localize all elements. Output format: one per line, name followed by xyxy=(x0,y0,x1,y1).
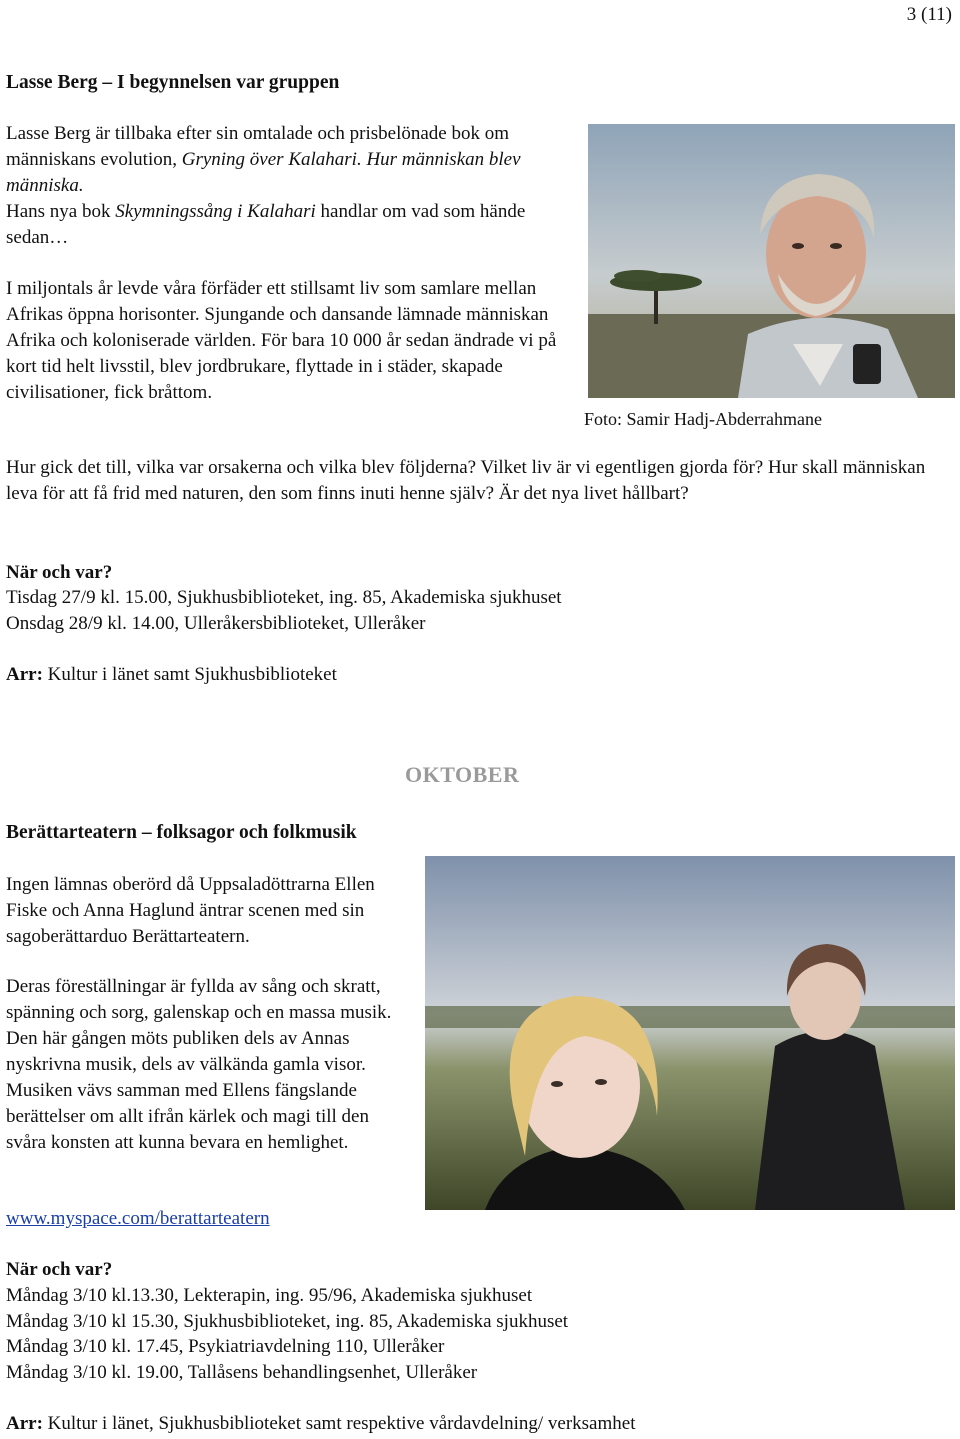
event2-date-2: Måndag 3/10 kl 15.30, Sjukhusbiblioteket, ing. 85, Akademiska sjukhuset xyxy=(6,1311,569,1332)
photo-caption: Foto: Samir Hadj-Abderrahmane xyxy=(584,409,822,429)
event1-organizer: Arr: Kultur i länet samt Sjukhusbiblioteket xyxy=(6,664,337,685)
event1-title: Lasse Berg – I begynnelsen var gruppen xyxy=(6,72,340,93)
event2-date-4: Måndag 3/10 kl. 19.00, Tallåsens behandlingsenhet, Ulleråker xyxy=(6,1362,478,1383)
event1-description: I miljontals år levde våra förfäder ett stillsamt liv som samlare mellan Afrikas öppna horisonter. Sjungande och dansande lämnade människan Afrika och koloniserade världen. För bara 10 000 år sedan ändrade vi på kort tid helt livsstil, blev jordbrukare, flyttade in i städer, skapade civilisationer, fick bråttom. xyxy=(6,278,557,403)
event2-when-heading: När och var? xyxy=(6,1259,113,1280)
event1-intro: Lasse Berg är tillbaka efter sin omtalade och prisbelönade bok om människans evolution, Gryning över Kalahari. Hur människan blev människa. Hans nya bok Skymningssång i Kalahari handlar om vad som hände sedan… xyxy=(6,123,526,248)
portrait-photo-lasse-berg xyxy=(588,124,955,398)
event2-intro: Ingen lämnas oberörd då Uppsaladöttrarna Ellen Fiske och Anna Haglund äntrar scenen med sin sagoberättarduo Berättarteatern. xyxy=(6,874,375,947)
event1-date-2: Onsdag 28/9 kl. 14.00, Ulleråkersbiblioteket, Ulleråker xyxy=(6,613,426,634)
portrait-illustration xyxy=(588,124,955,398)
page-number: 3 (11) xyxy=(906,4,952,25)
event2-organizer: Arr: Kultur i länet, Sjukhusbiblioteket samt respektive vårdavdelning/ verksamhet xyxy=(6,1413,636,1434)
event2-date-3: Måndag 3/10 kl. 17.45, Psykiatriavdelning 110, Ulleråker xyxy=(6,1336,445,1357)
event2-date-1: Måndag 3/10 kl.13.30, Lekterapin, ing. 95/96, Akademiska sjukhuset xyxy=(6,1285,533,1306)
photo-berattarteatern xyxy=(425,856,955,1210)
event1-date-1: Tisdag 27/9 kl. 15.00, Sjukhusbiblioteket, ing. 85, Akademiska sjukhuset xyxy=(6,587,562,608)
event2-description: Deras föreställningar är fyllda av sång och skratt, spänning och sorg, galenskap och en massa musik. Den här gången möts publiken dels av Annas nyskrivna musik, dels av välkända gamla visor. Musiken vävs samman med Ellens fängslande berättelser om allt ifrån kärlek och magi till den svåra konsten att kunna bevara en hemlighet. xyxy=(6,976,392,1153)
event2-title: Berättarteatern – folksagor och folkmusik xyxy=(6,822,357,843)
event1-questions: Hur gick det till, vilka var orsakerna och vilka blev följderna? Vilket liv är vi egentligen gjorda för? Hur skall människan leva för att få frid med naturen, den som finns inuti henne själv? Är det nya livet hållbart? xyxy=(6,457,926,504)
website-link[interactable]: www.myspace.com/berattarteatern xyxy=(6,1208,270,1229)
month-heading: OKTOBER xyxy=(405,762,520,787)
duo-illustration xyxy=(425,856,955,1210)
event1-when-heading: När och var? xyxy=(6,562,113,583)
